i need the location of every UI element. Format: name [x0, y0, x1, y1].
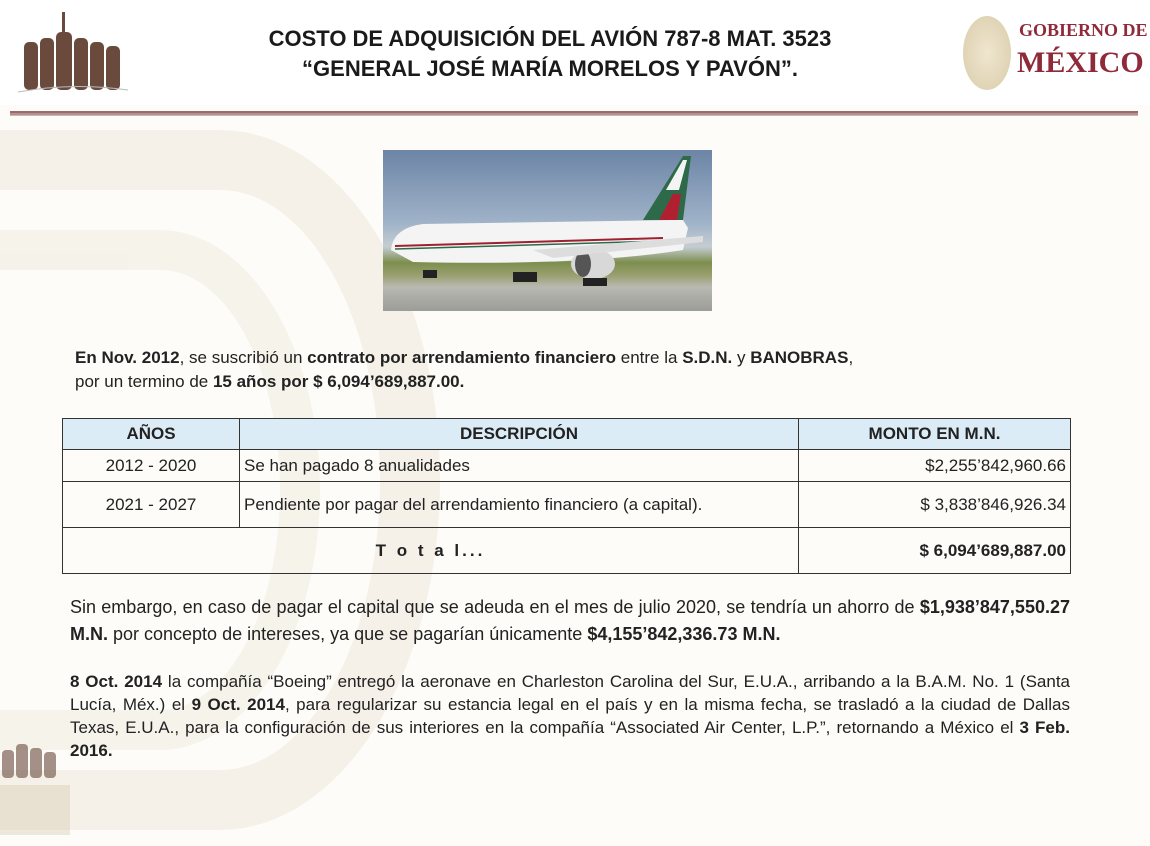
cell-description: Se han pagado 8 anualidades: [240, 450, 799, 482]
text: por un termino de: [75, 372, 213, 391]
gobierno-logo: [955, 14, 1148, 94]
total-amount: $ 6,094’689,887.00: [799, 528, 1071, 574]
text: $1,938’847,550.27 M.N.: [70, 597, 1070, 644]
page-title: [180, 24, 920, 84]
text: 9 Oct. 2014: [191, 695, 285, 714]
cell-amount: $ 3,838’846,926.34: [799, 482, 1071, 528]
text: y: [732, 348, 751, 367]
text: , para regularizar su estancia legal en el país y en la misma fecha, se trasladó a la ciudad de Dallas Texas, E.U.A., para la configuración de sus interiores en la compañía “Associated Air Center, L.P.”, retornando a México el: [70, 695, 1071, 737]
main-content: [62, 346, 1070, 762]
header-description: DESCRIPCIÓN: [240, 419, 799, 450]
text: 3 Feb. 2016.: [70, 718, 1070, 760]
national-seal-icon: [963, 16, 1011, 90]
table-total-row: [63, 528, 1071, 574]
text: S.D.N.: [682, 348, 733, 367]
cell-years: 2021 - 2027: [63, 482, 240, 528]
table-row: [63, 482, 1071, 528]
text: contrato por arrendamiento financiero: [307, 348, 617, 367]
title-line-1: COSTO DE ADQUISICIÓN DEL AVIÓN 787-8 MAT. 3523: [268, 26, 832, 51]
header-amount: MONTO EN M.N.: [799, 419, 1071, 450]
table-row: [63, 450, 1071, 482]
logo-text-1: GOBIERNO DE: [1019, 20, 1148, 40]
text: BANOBRAS: [750, 348, 849, 367]
text: Sin embargo, en caso de pagar el capital que se adeuda en el mes de julio 2020, se tendría un ahorro de: [70, 597, 920, 617]
header-years: AÑOS: [63, 419, 240, 450]
text: $4,155’842,336.73 M.N.: [587, 624, 781, 644]
text: En Nov. 2012: [75, 348, 180, 367]
text: la compañía “Boeing” entregó la aeronave en Charleston Carolina del Sur, E.U.A., arribando a la B.A.M. No. 1 (Santa Lucía, Méx.) el: [70, 672, 1071, 714]
header: [0, 0, 1150, 105]
cell-years: 2012 - 2020: [63, 450, 240, 482]
savings-paragraph: [70, 594, 1070, 648]
logo-text-2: MÉXICO: [1017, 46, 1144, 79]
history-paragraph: [70, 670, 1070, 762]
text: 15 años por $ 6,094’689,887.00.: [212, 372, 465, 391]
payments-table: [62, 418, 1071, 574]
corner-logo-icon: [0, 730, 70, 840]
total-label: T o t a l...: [63, 528, 799, 574]
text: por concepto de intereses, ya que se pagarían únicamente: [108, 624, 588, 644]
table-header: [63, 419, 1071, 450]
heroes-logo-icon: [18, 12, 128, 94]
text: 8 Oct. 2014: [70, 672, 163, 691]
cell-description: Pendiente por pagar del arrendamiento financiero (a capital).: [240, 482, 799, 528]
text: , se suscribió un: [179, 348, 308, 367]
text: ,: [848, 348, 854, 367]
header-divider: [10, 111, 1138, 116]
cell-amount: $2,255’842,960.66: [799, 450, 1071, 482]
contract-paragraph: [75, 346, 1070, 418]
title-line-2: “GENERAL JOSÉ MARÍA MORELOS Y PAVÓN”.: [302, 56, 798, 81]
airplane-photo: [383, 150, 712, 311]
text: entre la: [616, 348, 683, 367]
